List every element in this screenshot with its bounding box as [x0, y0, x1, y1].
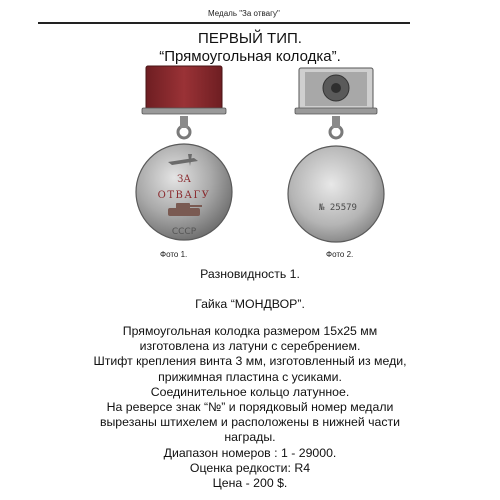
- photo-2-caption: Фото 2.: [326, 250, 354, 259]
- medal-obverse-photo: [128, 62, 240, 250]
- description-line: прижимная пластина с усиками.: [158, 369, 342, 384]
- running-header: Медаль "За отвагу": [208, 9, 280, 18]
- variant-label: Разновидность 1.: [200, 267, 300, 281]
- engraved-number: № 25579: [319, 203, 357, 213]
- description-line: На реверсе знак “№” и порядковый номер медали: [106, 400, 394, 415]
- description-line: изготовлена из латуни с серебрением.: [139, 339, 361, 354]
- description-line: Штифт крепления винта 3 мм, изготовленный из меди,: [93, 354, 407, 369]
- number-range: Диапазон номеров : 1 - 29000.: [163, 446, 337, 460]
- svg-text:CCCP: CCCP: [171, 227, 197, 237]
- section-subtitle: “Прямоугольная колодка”.: [159, 48, 341, 65]
- description-line: вырезаны штихелем и расположены в нижней части: [99, 415, 401, 430]
- reverse-disc: [288, 146, 384, 242]
- description-line: награды.: [224, 430, 276, 445]
- reverse-ring: [330, 116, 342, 138]
- header-rule: [38, 22, 410, 24]
- photo-1-caption: Фото 1.: [160, 250, 188, 259]
- rarity-rating: Оценка редкости: R4: [189, 461, 311, 476]
- reverse-bar: [295, 68, 377, 114]
- section-title: ПЕРВЫЙ ТИП.: [198, 30, 302, 47]
- description-line: Соединительное кольцо латунное.: [150, 384, 350, 399]
- description-line: Прямоугольная колодка размером 15х25 мм: [122, 324, 378, 338]
- medal-text-za: ЗА: [177, 174, 191, 185]
- stats-block: [0, 446, 500, 492]
- ribbon-bar: [142, 66, 226, 114]
- description-block: [0, 324, 500, 446]
- medal-text-otvagu: ОТВАГУ: [157, 190, 211, 201]
- nut-label: Гайка “МОНДВОР”.: [195, 297, 305, 311]
- price: Цена - 200 $.: [212, 476, 288, 491]
- medal-reverse-photo: [283, 62, 389, 250]
- suspension-ring: [178, 116, 190, 138]
